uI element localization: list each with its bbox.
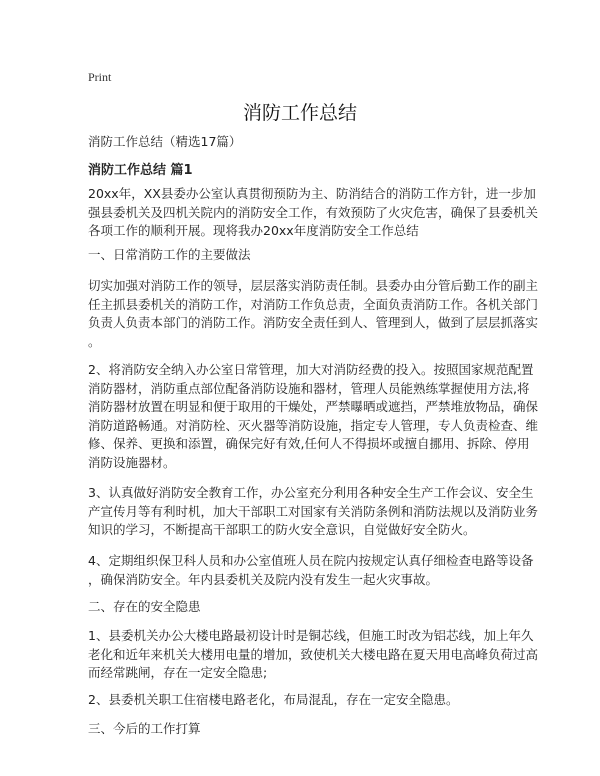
paragraph-4 xyxy=(88,552,533,589)
text-line: 三、今后的工作打算 xyxy=(88,721,201,736)
text-line: 2、县委机关职工住宿楼电路老化，布局混乱，存在一定安全隐患。 xyxy=(88,692,459,707)
section-heading: 消防工作总结 篇1 xyxy=(88,163,193,178)
section-heading-3 xyxy=(88,720,201,739)
intro-paragraph xyxy=(88,185,538,241)
text-line: ，确保消防安全。年内县委机关及院内没有发生一起火灾事故。 xyxy=(88,571,439,587)
text-line: 二、存在的安全隐患 xyxy=(88,599,201,614)
text-line: 切实加强对消防工作的领导，层层落实消防责任制。县委办由分管后勤工作的副主 xyxy=(88,278,539,293)
paragraph-3 xyxy=(88,484,538,540)
text-line: 消防设施器材。 xyxy=(88,454,176,470)
issue-2 xyxy=(88,691,458,710)
paragraph-2 xyxy=(88,361,538,472)
print-label[interactable]: Print xyxy=(88,70,112,84)
text-line: 4、定期组织保卫科人员和办公室值班人员在院内按规定认真仔细检查电路等设备 xyxy=(88,553,534,568)
text-line: 各项工作的顺利开展。现将我办20xx年度消防安全工作总结 xyxy=(88,223,419,238)
text-line: 消防道路畅通。对消防栓、灭火器等消防设施，指定专人管理，专人负责检查、维 xyxy=(88,417,539,433)
text-line: 修、保养、更换和添置，确保完好有效,任何人不得损坏或擅自挪用、拆除、停用 xyxy=(88,436,530,451)
text-line: 一、日常消防工作的主要做法 xyxy=(88,247,251,262)
paragraph-1 xyxy=(88,277,538,351)
text-line: 3、认真做好消防安全教育工作，办公室充分利用各种安全生产工作会议、安全生 xyxy=(88,485,534,500)
text-line: 强县委机关及四机关院内的消防安全工作，有效预防了火灾危害，确保了县委机关 xyxy=(88,204,539,220)
text-line: 任主抓县委机关的消防工作，对消防工作负总责，全面负责消防工作。各机关部门 xyxy=(88,296,539,312)
text-line: 老化和近年来机关大楼用电量的增加，致使机关大楼电路在夏天用电高峰负荷过高 xyxy=(88,646,539,662)
text-line: 而经常跳闸，存在一定安全隐患; xyxy=(88,665,268,680)
text-line: 消防器材放置在明显和便于取用的干燥处，严禁曝晒或遮挡，严禁堆放物品，确保 xyxy=(88,399,539,414)
text-line: 产宣传月等有利时机，加大干部职工对国家有关消防条例和消防法规以及消防业务 xyxy=(88,503,539,519)
text-line: 2、将消防安全纳入办公室日常管理，加大对消防经费的投入。按照国家规范配置 xyxy=(88,362,534,377)
text-line: 消防器材，消防重点部位配备消防设施和器材，管理人员能熟练掌握使用方法,将 xyxy=(88,380,530,396)
section-heading-1 xyxy=(88,246,251,265)
issue-1 xyxy=(88,627,538,683)
text-line: 知识的学习，不断提高干部职工的防火安全意识，自觉做好安全防火。 xyxy=(88,522,476,537)
section-heading-2 xyxy=(88,598,201,617)
text-line: 1、县委机关办公大楼电路最初设计时是铜芯线，但施工时改为铝芯线，加上年久 xyxy=(88,628,534,643)
text-line: 。 xyxy=(88,333,101,349)
text-line: 负责人负责本部门的消防工作。消防安全责任到人、管理到人，做到了层层抓落实 xyxy=(88,315,539,330)
document-title: 消防工作总结 xyxy=(242,102,357,124)
document-subtitle: 消防工作总结（精选17篇） xyxy=(88,134,242,149)
text-line: 20xx年，XX县委办公室认真贯彻预防为主、防消结合的消防工作方针，进一步加 xyxy=(88,186,536,201)
